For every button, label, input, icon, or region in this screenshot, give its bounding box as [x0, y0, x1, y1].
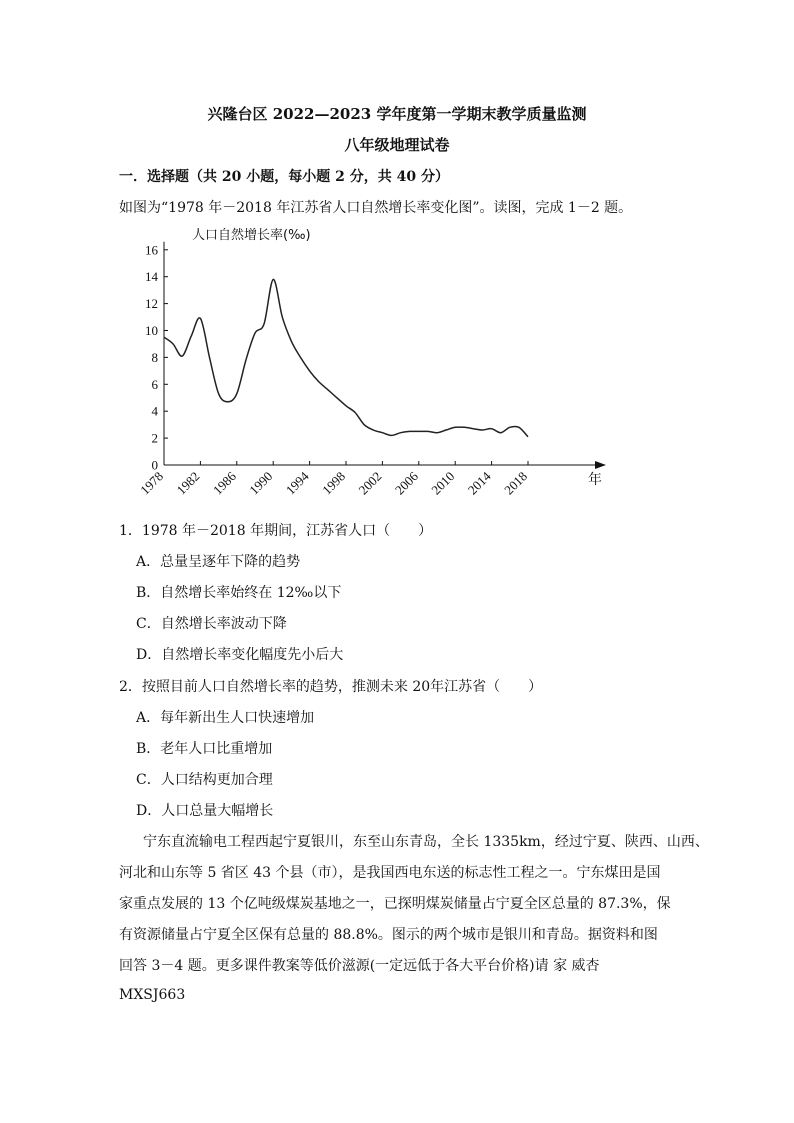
y-tick-label: 14 [145, 269, 158, 285]
chart-axes [164, 242, 606, 469]
y-tick-label: 12 [145, 296, 158, 312]
y-ticks [145, 242, 168, 472]
x-tick-label: 1998 [319, 468, 349, 498]
y-tick-label: 16 [145, 242, 158, 258]
x-tick-label: 1990 [246, 468, 276, 498]
passage-line: 河北和山东等 5 省区 43 个县（市），是我国西电东送的标志性工程之一。宁东煤田是国 [119, 865, 661, 881]
x-axis-arrow [595, 461, 606, 469]
question-2-option-c: C．人口结构更加合理 [136, 772, 273, 788]
section-heading: 一．选择题（共 20 小题，每小题 2 分，共 40 分） [119, 169, 449, 185]
question-1-option-c: C．自然增长率波动下降 [136, 616, 287, 632]
x-tick-label: 2002 [355, 468, 385, 498]
x-tick-label: 1982 [173, 468, 203, 498]
y-tick-label: 6 [151, 376, 158, 392]
series-line [164, 279, 528, 436]
x-tick-label: 2014 [464, 468, 494, 498]
y-tick-label: 10 [145, 323, 158, 338]
question-2-option-b: B．老年人口比重增加 [136, 741, 273, 757]
y-tick-label: 2 [151, 430, 158, 446]
y-tick-label: 4 [151, 403, 158, 419]
x-axis-label: 年 [588, 472, 602, 488]
x-ticks [137, 461, 530, 498]
question-2-option-d: D．人口总量大幅增长 [136, 803, 274, 819]
passage-line: 家重点发展的 13 个亿吨级煤炭基地之一，已探明煤炭储量占宁夏全区总量的 87.3%，保 [119, 896, 671, 912]
population-growth-chart [130, 222, 620, 502]
exam-title: 兴隆台区 2022—2023 学年度第一学期末教学质量监测 [207, 105, 587, 123]
question-1-option-d: D．自然增长率变化幅度先小后大 [136, 647, 344, 663]
question-1-option-b: B．自然增长率始终在 12‰以下 [136, 585, 342, 601]
section-intro: 如图为“1978 年－2018 年江苏省人口自然增长率变化图”。读图，完成 1－2 题。 [119, 200, 633, 216]
x-tick-label: 2018 [501, 468, 531, 498]
exam-subtitle: 八年级地理试卷 [344, 136, 450, 154]
passage-line: 宁东直流输电工程西起宁夏银川，东至山东青岛，全长 1335km，经过宁夏、陕西、山西、 [143, 834, 709, 850]
question-2-stem: 2．按照目前人口自然增长率的趋势，推测未来 20年江苏省（ ） [119, 679, 543, 695]
passage-line: 回答 3－4 题。更多课件教案等低价滋源(一定远低于各大平台价格)请 家 威杏 [119, 958, 600, 974]
x-tick-label: 2006 [391, 468, 421, 498]
y-tick-label: 0 [151, 457, 158, 473]
question-1-stem: 1．1978 年－2018 年期间，江苏省人口（ ） [119, 523, 433, 539]
x-tick-label: 2010 [428, 468, 458, 498]
x-tick-label: 1986 [209, 468, 239, 498]
question-2-option-a: A．每年新出生人口快速增加 [136, 710, 315, 726]
passage-line: 有资源储量占宁夏全区保有总量的 88.8%。图示的两个城市是银川和青岛。据资料和图 [119, 927, 658, 943]
question-1-option-a: A．总量呈逐年下降的趋势 [136, 554, 301, 570]
x-tick-label: 1978 [137, 468, 167, 498]
passage-line: MXSJ663 [119, 987, 186, 1003]
y-tick-label: 8 [151, 349, 158, 365]
x-tick-label: 1994 [282, 468, 312, 498]
y-axis-label: 人口自然增长率(‰) [192, 228, 311, 243]
